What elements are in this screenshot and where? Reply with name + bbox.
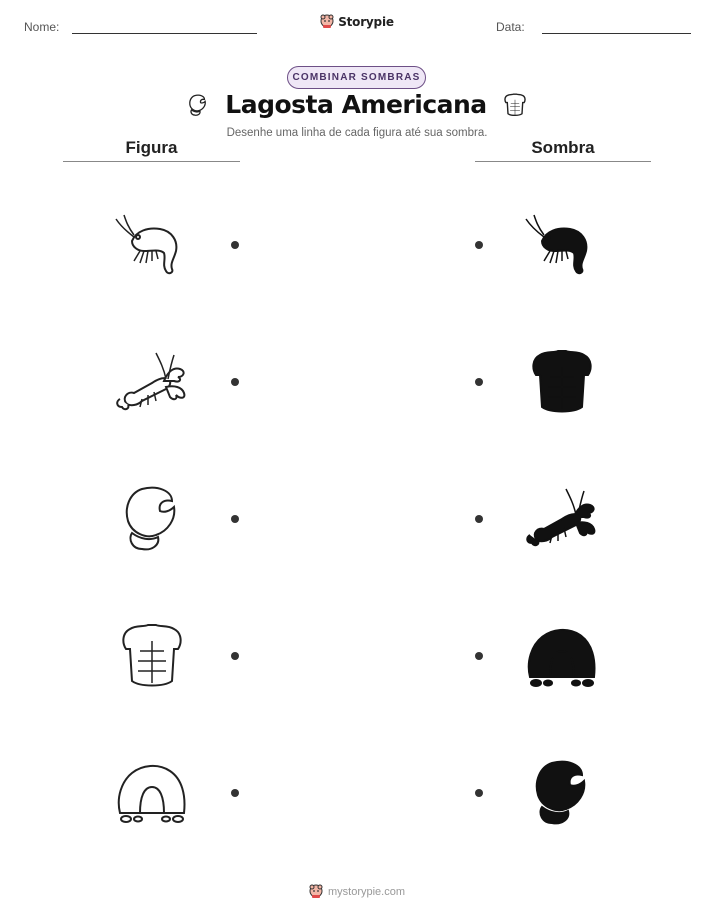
cave-icon bbox=[112, 756, 192, 828]
shadow-dot-5[interactable] bbox=[475, 789, 483, 797]
figure-column-rule bbox=[63, 161, 240, 162]
name-label: Nome: bbox=[24, 20, 60, 34]
lobster-shadow-icon bbox=[522, 482, 602, 554]
armor-icon bbox=[501, 92, 529, 118]
lobster-claw-icon bbox=[112, 482, 192, 554]
figure-dot-1[interactable] bbox=[231, 241, 239, 249]
figure-column-heading: Figura bbox=[125, 138, 178, 157]
date-field-line[interactable] bbox=[542, 33, 691, 34]
shadow-dot-3[interactable] bbox=[475, 515, 483, 523]
shadow-column-heading: Sombra bbox=[531, 138, 595, 157]
cave-shadow-icon bbox=[522, 620, 602, 692]
lobster-icon bbox=[112, 346, 192, 418]
page-title: Lagosta Americana bbox=[225, 90, 487, 119]
title-row bbox=[0, 90, 714, 119]
figure-dot-4[interactable] bbox=[231, 652, 239, 660]
brand-logo bbox=[0, 14, 714, 29]
figure-dot-5[interactable] bbox=[231, 789, 239, 797]
storypie-mascot-icon bbox=[320, 14, 334, 29]
figure-dot-2[interactable] bbox=[231, 378, 239, 386]
figure-dot-3[interactable] bbox=[231, 515, 239, 523]
shadow-column-rule bbox=[475, 161, 651, 162]
footer-url[interactable]: mystorypie.com bbox=[327, 885, 406, 898]
lobster-claw-shadow-icon bbox=[522, 756, 602, 828]
shadow-dot-4[interactable] bbox=[475, 652, 483, 660]
shadow-dot-2[interactable] bbox=[475, 378, 483, 386]
armor-shadow-icon bbox=[522, 346, 602, 418]
lobster-claw-icon bbox=[185, 91, 211, 119]
footer bbox=[0, 884, 714, 899]
date-label: Data: bbox=[496, 20, 525, 34]
armor-icon bbox=[112, 620, 192, 692]
brand-name: Storypie bbox=[338, 14, 394, 29]
activity-badge: COMBINAR SOMBRAS bbox=[287, 66, 426, 89]
storypie-mascot-icon bbox=[309, 884, 323, 899]
shadow-dot-1[interactable] bbox=[475, 241, 483, 249]
instructions: Desenhe uma linha de cada figura até sua sombra. bbox=[226, 127, 488, 139]
name-field-line[interactable] bbox=[72, 33, 257, 34]
shrimp-icon bbox=[112, 210, 192, 282]
shrimp-shadow-icon bbox=[522, 210, 602, 282]
